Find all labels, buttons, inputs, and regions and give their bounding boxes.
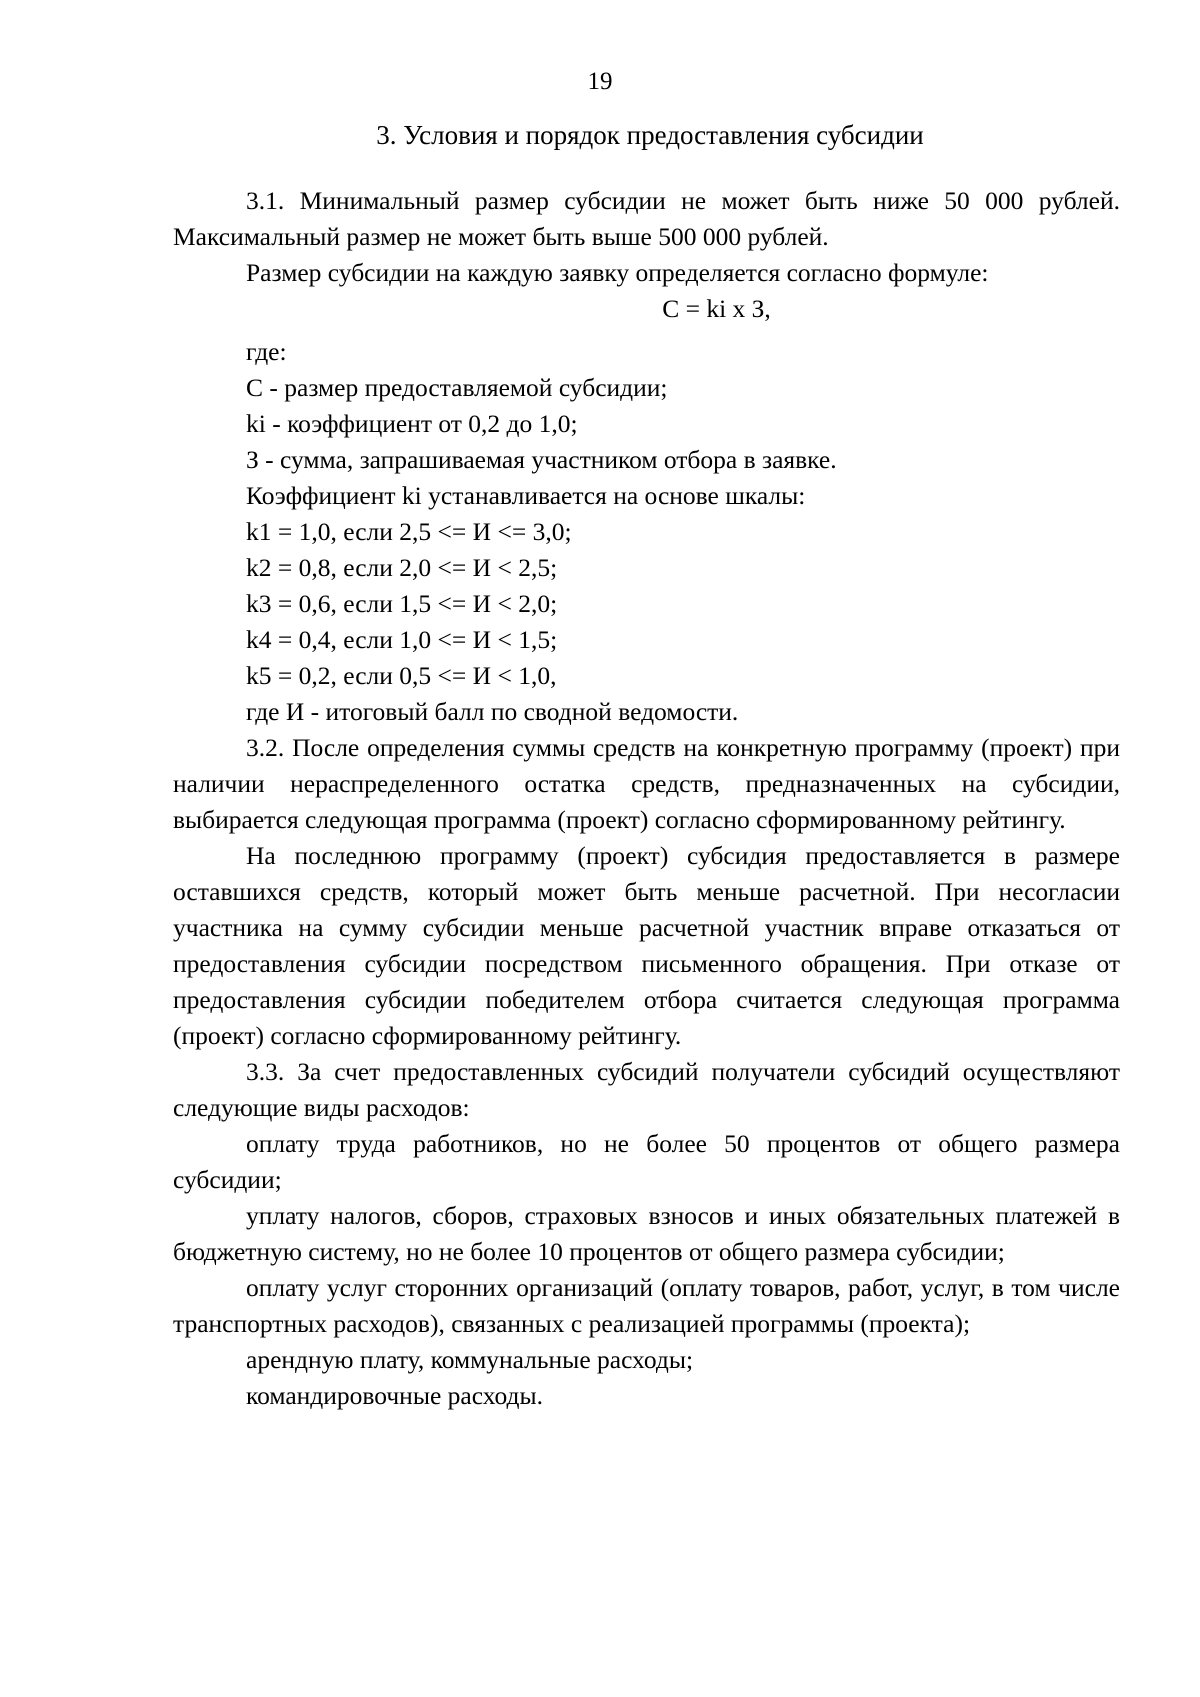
where-label: где: bbox=[246, 337, 287, 366]
expense-item: уплату налогов, сборов, страховых взносов и иных обязательных платежей в бюджетную систему, но не более 10 процентов от общего размера субсидии; bbox=[173, 1201, 1120, 1266]
scale-item-k2: k2 = 0,8, если 2,0 <= И < 2,5; bbox=[246, 553, 558, 582]
document-body bbox=[173, 183, 1120, 1414]
formula-intro: Размер субсидии на каждую заявку определяется согласно формуле: bbox=[246, 258, 989, 287]
paragraph-3-3: 3.3. За счет предоставленных субсидий получатели субсидий осуществляют следующие виды расходов: bbox=[173, 1057, 1120, 1122]
scale-item-k1: k1 = 1,0, если 2,5 <= И <= 3,0; bbox=[246, 517, 572, 546]
section-title: 3. Условия и порядок предоставления субсидии bbox=[376, 120, 924, 150]
expense-item: оплату труда работников, но не более 50 процентов от общего размера субсидии; bbox=[173, 1129, 1120, 1194]
page-number: 19 bbox=[587, 68, 613, 95]
spacer bbox=[173, 327, 1120, 334]
scale-item-k5: k5 = 0,2, если 0,5 <= И < 1,0, bbox=[246, 661, 557, 690]
scale-intro: Коэффициент ki устанавливается на основе шкалы: bbox=[246, 481, 806, 510]
definition-c: С - размер предоставляемой субсидии; bbox=[246, 373, 668, 402]
definition-ki: ki - коэффициент от 0,2 до 1,0; bbox=[246, 409, 578, 438]
formula: С = ki х З, bbox=[662, 294, 771, 323]
expense-item: командировочные расходы. bbox=[246, 1381, 543, 1410]
definition-i: где И - итоговый балл по сводной ведомости. bbox=[246, 697, 739, 726]
scale-item-k4: k4 = 0,4, если 1,0 <= И < 1,5; bbox=[246, 625, 558, 654]
definition-z: З - сумма, запрашиваемая участником отбора в заявке. bbox=[246, 445, 837, 474]
paragraph-3-2-cont: На последнюю программу (проект) субсидия предоставляется в размере оставшихся средств, который может быть меньше расчетной. При несогласии участника на сумму субсидии меньше расчетной участник вправе отказаться от предоставления субсидии посредством письменного обращения. При отказе от предоставления субсидии победителем отбора считается следующая программа (проект) согласно сформированному рейтингу. bbox=[173, 841, 1120, 1050]
expense-item: арендную плату, коммунальные расходы; bbox=[246, 1345, 694, 1374]
paragraph-3-2: 3.2. После определения суммы средств на конкретную программу (проект) при наличии нераспределенного остатка средств, предназначенных на субсидии, выбирается следующая программа (проект) согласно сформированному рейтингу. bbox=[173, 733, 1120, 834]
paragraph-3-1: 3.1. Минимальный размер субсидии не может быть ниже 50 000 рублей. Максимальный размер не может быть выше 500 000 рублей. bbox=[173, 186, 1120, 251]
expense-item: оплату услуг сторонних организаций (оплату товаров, работ, услуг, в том числе транспортных расходов), связанных с реализацией программы (проекта); bbox=[173, 1273, 1120, 1338]
scale-item-k3: k3 = 0,6, если 1,5 <= И < 2,0; bbox=[246, 589, 558, 618]
